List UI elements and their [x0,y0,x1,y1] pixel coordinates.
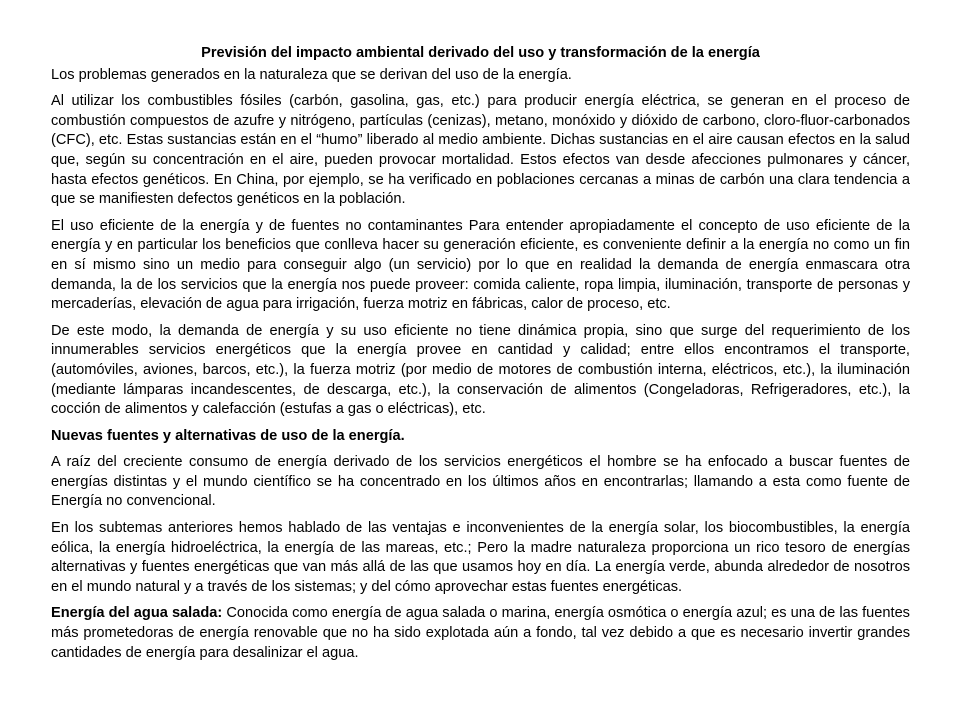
paragraph-saltwater-energy [51,604,910,663]
saltwater-text: Conocida como energía de agua salada o marina, energía osmótica o energía azul; es una de las fuentes más prometedoras de energía renovable que no ha sido explotada aún a fondo, tal vez debido a que es necesario invertir grandes cantidades de energía para desalinizar el agua. [51,605,910,661]
paragraph-fossil-fuels: Al utilizar los combustibles fósiles (carbón, gasolina, gas, etc.) para producir energía eléctrica, se generan en el proceso de combustión compuestos de azufre y nitrógeno, partículas (cenizas), metano, monóxido y dióxido de carbono, cloro-fluor-carbonados (CFC), etc. Estas sustancias están en el “humo” liberado al medio ambiente. Dichas sustancias en el aire causan efectos en la salud que, según su concentración en el aire, pueden provocar mortalidad. Estos efectos van desde afecciones pulmonares y cáncer, hasta efectos genéticos. En China, por ejemplo, se ha verificado en poblaciones cercanas a minas de carbón una clara tendencia a que se manifiesten defectos genéticos en la población. [51,93,910,208]
paragraph-new-sources: A raíz del creciente consumo de energía derivado de los servicios energéticos el hombre se ha enfocado a buscar fuentes de energías distintas y el mundo científico se ha concentrado en los últimos años en encontrarlas; llamando a esta como fuente de Energía no convencional. [51,454,910,510]
paragraph-intro: Los problemas generados en la naturaleza que se derivan del uso de la energía. [51,66,572,83]
paragraph-alternatives: En los subtemas anteriores hemos hablado de las ventajas e inconvenientes de la energía solar, los biocombustibles, la energía eólica, la energía hidroeléctrica, la energía de las mareas, etc.; Pero la madre naturaleza proporciona un rico tesoro de energías alternativas y fuentes energéticas que van más allá de las que usamos hoy en día. La energía verde, abunda alrededor de nosotros en el mundo natural y a través de los sistemas; y del cómo aprovechar estas fuentes energéticas. [51,520,910,595]
saltwater-label: Energía del agua salada: [51,605,223,622]
paragraph-efficient-use: El uso eficiente de la energía y de fuentes no contaminantes Para entender apropiadamente el concepto de uso eficiente de la energía y en particular los beneficios que conlleva hacer su generación eficiente, es conveniente definir a la energía no como un fin en sí mismo sino un medio para conseguir algo (un servicio) por lo que en realidad la demanda de energía enmascara otra demanda, la de los servicios que la energía nos puede proveer: comida caliente, ropa limpia, iluminación, transporte de personas y mercaderías, elevación de agua para irrigación, fuerza motriz en fábricas, calor de proceso, etc. [51,217,910,313]
document-title: Previsión del impacto ambiental derivado del uso y transformación de la energía [201,45,760,61]
paragraph-energy-demand: De este modo, la demanda de energía y su uso eficiente no tiene dinámica propia, sino que surge del requerimiento de los innumerables servicios energéticos que la energía provee en cantidad y calidad; entre ellos encontramos el transporte, (automóviles, aviones, barcos, etc.), la fuerza motriz (por medio de motores de combustión interna, eléctricos, etc.), la iluminación (mediante lámparas incandescentes, de descarga, etc.), la conservación de alimentos (Congeladoras, Refrigeradores, etc.), la cocción de alimentos y calefacción (estufas a gas o eléctricas), etc. [51,322,910,418]
section-heading: Nuevas fuentes y alternativas de uso de la energía. [51,427,405,444]
